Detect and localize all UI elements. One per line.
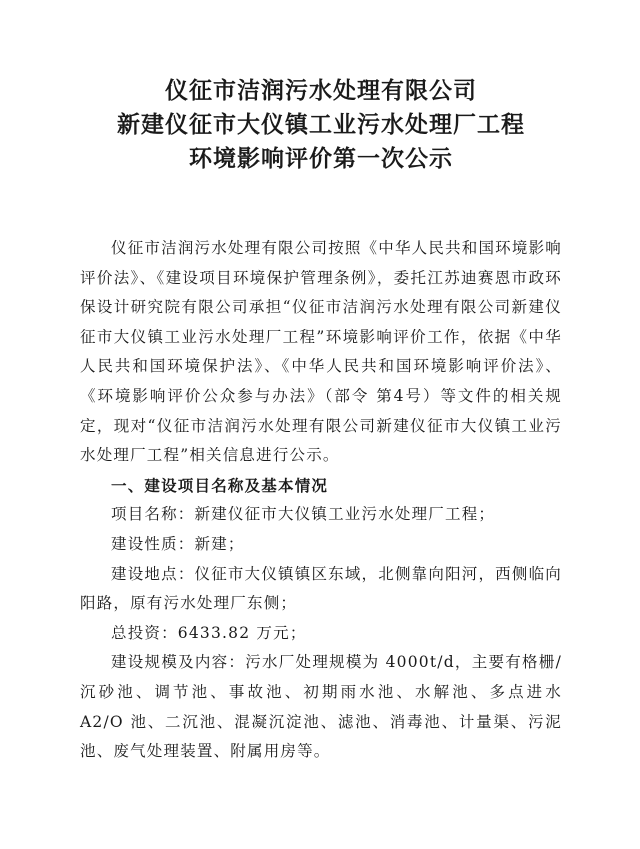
item-construction-nature: 建设性质：新建； <box>111 534 245 553</box>
intro-paragraph: 仪征市洁润污水处理有限公司按照《中华人民共和国环境影响评价法》、《建设项目环境保护管理条例》，委托江苏迪赛恩市政环保设计研究院有限公司承担“仪征市洁润污水处理有限公司新建仪征市大仪镇工业污水处理厂工程”环境影响评价工作，依据《中华人民共和国环境保护法》、《中华人民共和国环境影响评价法》、《环境影响评价公众参与办法》（部令 第4号）等文件的相关规定，现对“仪征市洁润污水处理有限公司新建仪征市大仪镇工业污水处理厂工程”相关信息进行公示。 <box>80 239 562 465</box>
title-line-project: 新建仪征市大仪镇工业污水处理厂工程 <box>117 111 525 138</box>
item-project-name: 项目名称：新建仪征市大仪镇工业污水处理厂工程； <box>111 505 496 524</box>
item-construction-location: 建设地点：仪征市大仪镇镇区东域，北侧靠向阳河，西侧临向阳路，原有污水处理厂东侧； <box>80 564 562 613</box>
title-line-notice: 环境影响评价第一次公示 <box>189 145 453 172</box>
section-heading-basic-info: 一、建设项目名称及基本情况 <box>111 475 329 495</box>
document-body <box>80 234 562 767</box>
title-line-company: 仪征市洁润污水处理有限公司 <box>165 77 477 104</box>
item-total-investment: 总投资：6433.82 万元； <box>111 623 307 642</box>
item-scale-and-content: 建设规模及内容：污水厂处理规模为 4000t/d，主要有格栅/沉砂池、调节池、事故池、初期雨水池、水解池、多点进水 A2/O 池、二沉池、混凝沉淀池、滤池、消毒池、计量渠、污泥池、废气处理装置、附属用房等。 <box>80 653 562 761</box>
document-title <box>80 74 562 176</box>
